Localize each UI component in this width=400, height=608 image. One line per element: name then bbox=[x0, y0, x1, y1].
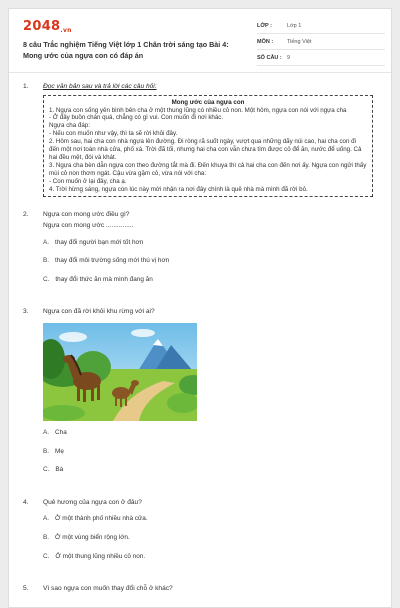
question-1 bbox=[23, 83, 383, 197]
question-text: Vì sao ngựa con muốn thay đổi chỗ ở khác? bbox=[43, 585, 173, 593]
passage-line: - Nếu con muốn như vậy, thì ta sẽ rời khỏi đây. bbox=[49, 130, 178, 138]
doc-content bbox=[23, 83, 383, 594]
passage-line: Ngựa cha đáp: bbox=[49, 122, 90, 130]
answer-options bbox=[43, 429, 383, 485]
question-text: Ngựa con đã rời khỏi khu rừng với ai? bbox=[43, 308, 155, 316]
passage-line: 4. Trời hừng sáng, ngựa con lúc này mới nhận ra nơi đây chính là quê nhà mà mình đã rời bỏ. bbox=[49, 185, 308, 193]
question-4 bbox=[23, 499, 383, 571]
question-number: 4. bbox=[23, 498, 29, 506]
answer-option-b[interactable]: B. Ở một vùng biển rộng lớn. bbox=[43, 534, 130, 541]
answer-option-c[interactable]: C. thay đổi thức ăn mà mình đang ăn bbox=[43, 275, 153, 283]
meta-label: MÔN : bbox=[257, 38, 274, 45]
question-5 bbox=[23, 585, 383, 594]
question-2 bbox=[23, 211, 383, 294]
answer-options bbox=[43, 515, 383, 571]
meta-label: LỚP : bbox=[257, 22, 272, 29]
logo-suffix: .vn bbox=[60, 27, 72, 34]
question-number: 1. bbox=[23, 83, 29, 90]
answer-option-b[interactable]: B. thay đổi môi trường sống mới thú vị hơn bbox=[43, 257, 170, 265]
question-number: 3. bbox=[23, 308, 29, 316]
meta-row-class bbox=[257, 18, 385, 34]
doc-header bbox=[9, 9, 391, 73]
horses-illustration bbox=[43, 323, 197, 421]
answer-options bbox=[43, 239, 383, 295]
meta-label: SỐ CÂU : bbox=[257, 54, 282, 61]
passage-line: 3. Ngựa cha bèn dẫn ngựa con theo đường tắt mà đi. Đến khuya thì cả hai cha con đến nơi ấy. Ngựa con ngửi thấy mùi cỏ non thơm ngát. Cậu vừa gặm cỏ, vừa nói với cha: bbox=[49, 161, 367, 177]
answer-option-b[interactable]: B. Mẹ bbox=[43, 447, 64, 455]
site-logo[interactable] bbox=[23, 19, 72, 34]
meta-row-subject bbox=[257, 34, 385, 50]
meta-value: Lớp 1 bbox=[287, 22, 302, 29]
answer-option-a[interactable]: A. thay đổi người bạn mới tốt hơn bbox=[43, 238, 144, 246]
passage-line: 1. Ngựa con sống yên bình bên cha ở một thung lũng có nhiều cỏ non. Một hôm, ngựa con nói với ngựa cha bbox=[49, 106, 347, 114]
answer-option-a[interactable]: A. Cha bbox=[43, 429, 67, 437]
answer-option-a[interactable]: A. Ở một thành phố nhiều nhà cửa. bbox=[43, 515, 148, 523]
passage-line: 2. Hôm sau, hai cha con nhà ngựa lên đường. Đi ròng rã suốt ngày, vượt qua những dãy núi cao, hai cha con đi đến một nơi toàn nhà cửa, phố xá. Trời đã tối, nhưng hai cha con vẫn chưa tìm được cỏ để ăn, nước để uống. Cả hai đều mệt, đói và khát. bbox=[49, 138, 362, 161]
meta-table bbox=[257, 18, 385, 66]
passage-line: - Con muốn ở lại đây, cha ạ. bbox=[49, 177, 127, 185]
horses-illustration-svg bbox=[43, 323, 197, 421]
question-number: 2. bbox=[23, 211, 29, 219]
meta-value: Tiếng Việt bbox=[287, 38, 312, 45]
meta-value: 9 bbox=[287, 54, 291, 61]
question-number: 5. bbox=[23, 585, 29, 593]
logo-main: 2048 bbox=[23, 19, 61, 34]
doc-title: 8 câu Trắc nghiệm Tiếng Việt lớp 1 Chân trời sáng tạo Bài 4: Mong ước của ngựa con có đáp án bbox=[23, 40, 229, 60]
question-text: Ngựa con mong ước điều gì? bbox=[43, 211, 130, 219]
reading-passage bbox=[43, 95, 373, 198]
answer-option-c[interactable]: C. Ở một thung lũng nhiều cỏ non. bbox=[43, 552, 146, 560]
question-3 bbox=[23, 308, 383, 484]
passage-line: - Ở đây buồn chán quá, chẳng có gì vui. Con muốn đi nơi khác. bbox=[49, 114, 224, 122]
passage-title: Mong ước của ngựa con bbox=[171, 98, 245, 106]
question-text: Quê hương của ngựa con ở đâu? bbox=[43, 498, 142, 506]
meta-row-count bbox=[257, 50, 385, 66]
question-subtext: Ngựa con mong ước ............... bbox=[43, 222, 134, 230]
question-instruction: Đọc văn bản sau và trả lời các câu hỏi: bbox=[43, 83, 157, 90]
answer-option-c[interactable]: C. Bà bbox=[43, 466, 64, 474]
document-page bbox=[8, 8, 392, 608]
